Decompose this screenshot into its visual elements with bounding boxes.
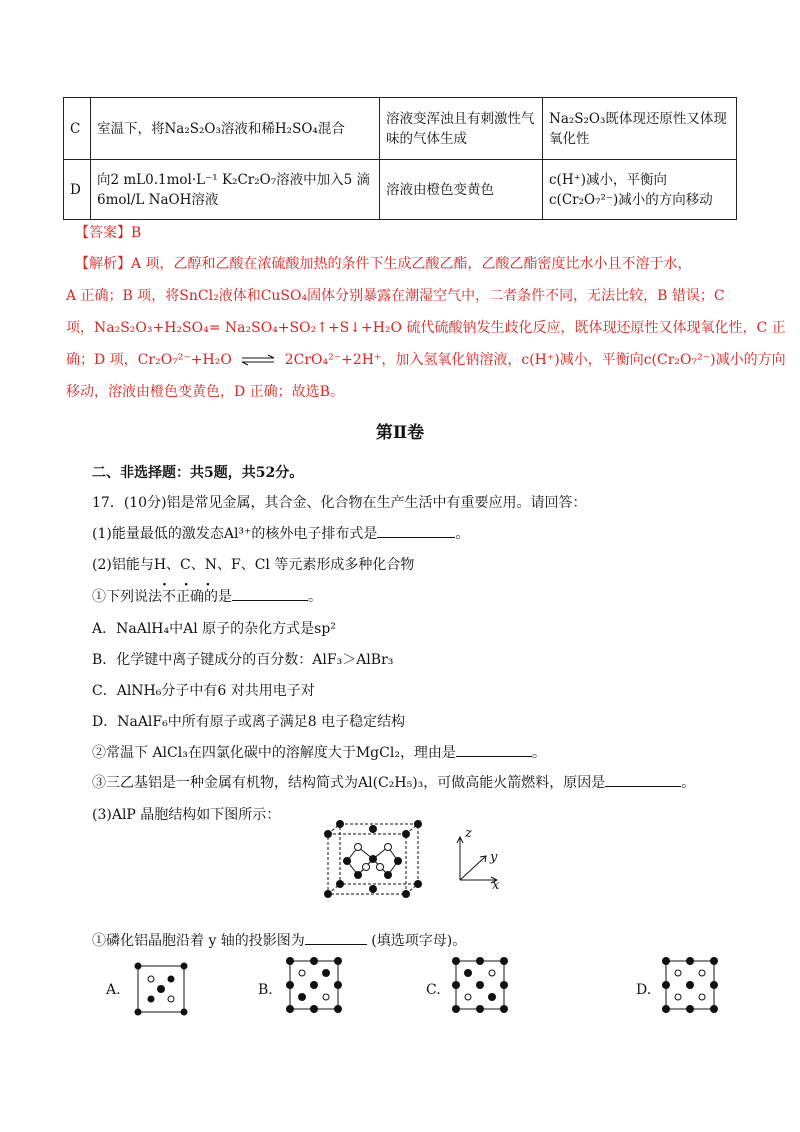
choice-b-label: B. (258, 982, 273, 998)
answer: 【答案】B (75, 225, 142, 241)
axis-x-label: x (492, 878, 500, 893)
choice-d-diagram (660, 955, 720, 1015)
section-title: 第Ⅱ卷 (375, 423, 425, 443)
q-text: ①磷化铝晶胞沿着 y 轴的投影图为 (92, 933, 305, 949)
table-row (64, 98, 737, 160)
answer-blank[interactable] (305, 930, 367, 945)
answer-blank[interactable] (456, 742, 532, 757)
equilibrium-arrow-icon (240, 354, 276, 366)
answer-blank[interactable] (377, 523, 455, 538)
punct: 。 (531, 745, 546, 761)
alp-unit-cell-diagram (318, 820, 428, 900)
options-table (63, 97, 737, 220)
q17-part1 (92, 523, 469, 543)
part2-heading: 二、非选择题：共5题，共52分。 (92, 465, 304, 481)
analysis-line-2: A 正确；B 项，将SnCl₂液体和CuSO₄固体分别暴露在潮湿空气中，二者条件不同，无法比较，B 错误；C (66, 288, 725, 304)
axis-z-label: z (465, 826, 472, 841)
analysis-line-5: 移动，溶液由橙色变黄色，D 正确；故选B。 (66, 384, 344, 400)
row-operation: 室温下，将Na₂S₂O₃溶液和稀H₂SO₄混合 (91, 98, 380, 160)
punct: 。 (308, 589, 322, 605)
choice-a-label: A. (106, 982, 121, 998)
q17-part2-q2 (92, 742, 546, 762)
choice-c-label: C. (426, 982, 441, 998)
q17-stem: 17．(10分)铝是常见金属，其合金、化合物在生产生活中有重要应用。请回答： (92, 495, 587, 511)
punct: 。 (455, 526, 470, 542)
row-conclusion: Na₂S₂O₃既体现还原性又体现氧化性 (543, 98, 737, 160)
option-a: A．NaAlH₄中Al 原子的杂化方式是sp² (92, 621, 336, 637)
row-conclusion: c(H⁺)减小，平衡向c(Cr₂O₇²⁻)减小的方向移动 (543, 160, 737, 220)
choice-c-diagram (450, 955, 510, 1015)
row-operation: 向2 mL0.1mol·L⁻¹ K₂Cr₂O₇溶液中加入5 滴6mol/L NaOH溶液 (91, 160, 380, 220)
row-phenomenon: 溶液变浑浊且有刺激性气味的气体生成 (380, 98, 543, 160)
choice-b-diagram (284, 955, 344, 1015)
q17-part3: (3)AlP 晶胞结构如下图所示： (92, 807, 281, 823)
answer-blank[interactable] (232, 586, 308, 601)
q-text: (填选项字母)。 (371, 933, 467, 949)
row-phenomenon: 溶液由橙色变黄色 (380, 160, 543, 220)
q-text: ①下列说法 (92, 589, 162, 605)
choice-d-label: D. (636, 982, 652, 998)
axis-y-label: y (490, 850, 498, 865)
option-c: C．AlNH₆分子中有6 对共用电子对 (92, 683, 315, 699)
row-label: D (64, 160, 91, 220)
analysis-line-1: 【解析】A 项，乙醇和乙酸在浓硫酸加热的条件下生成乙酸乙酯，乙酸乙酯密度比水小且不溶于水， (75, 256, 692, 272)
emphasis-word: 不正确 (162, 589, 204, 605)
option-d: D．NaAlF₆中所有原子或离子满足8 电子稳定结构 (92, 714, 406, 730)
analysis-line-4b: 2CrO₄²⁻+2H⁺，加入氢氧化钠溶液，c(H⁺)减小，平衡向c(Cr₂O₇²⁻)减小的方向 (284, 352, 786, 368)
option-b: B．化学键中离子键成分的百分数：AlF₃＞AlBr₃ (92, 652, 394, 668)
q17-part2: (2)铝能与H、C、N、F、Cl 等元素形成多种化合物 (92, 557, 415, 573)
answer-blank[interactable] (605, 772, 681, 787)
emphasis-dots-icon: · · · (162, 577, 217, 593)
q17-part1-text: (1)能量最低的激发态Al³⁺的核外电子排布式是 (92, 526, 378, 542)
emphasis-text (162, 577, 217, 605)
analysis-line-4a: 确；D 项，Cr₂O₇²⁻+H₂O (66, 352, 232, 368)
row-label: C (64, 98, 91, 160)
punct: 。 (681, 775, 696, 791)
q-text: ②常温下 AlCl₃在四氯化碳中的溶解度大于MgCl₂，理由是 (92, 745, 456, 761)
analysis-line-3: 项，Na₂S₂O₃+H₂SO₄= Na₂SO₄+SO₂↑+S↓+H₂O 硫代硫酸钠发生歧化反应，既体现还原性又体现氧化性，C 正 (66, 320, 786, 336)
q-text: ③三乙基铝是一种金属有机物，结构简式为Al(C₂H₅)₃，可做高能火箭燃料，原因是 (92, 775, 606, 791)
analysis-line-4 (66, 349, 786, 369)
q17-part3-q1 (92, 930, 466, 950)
q17-part2-q1 (92, 577, 322, 606)
q17-part2-q3 (92, 772, 695, 792)
choice-a-diagram (134, 962, 188, 1016)
axes-icon (452, 828, 508, 890)
table-row (64, 160, 737, 220)
q-text: 的是 (204, 589, 232, 605)
